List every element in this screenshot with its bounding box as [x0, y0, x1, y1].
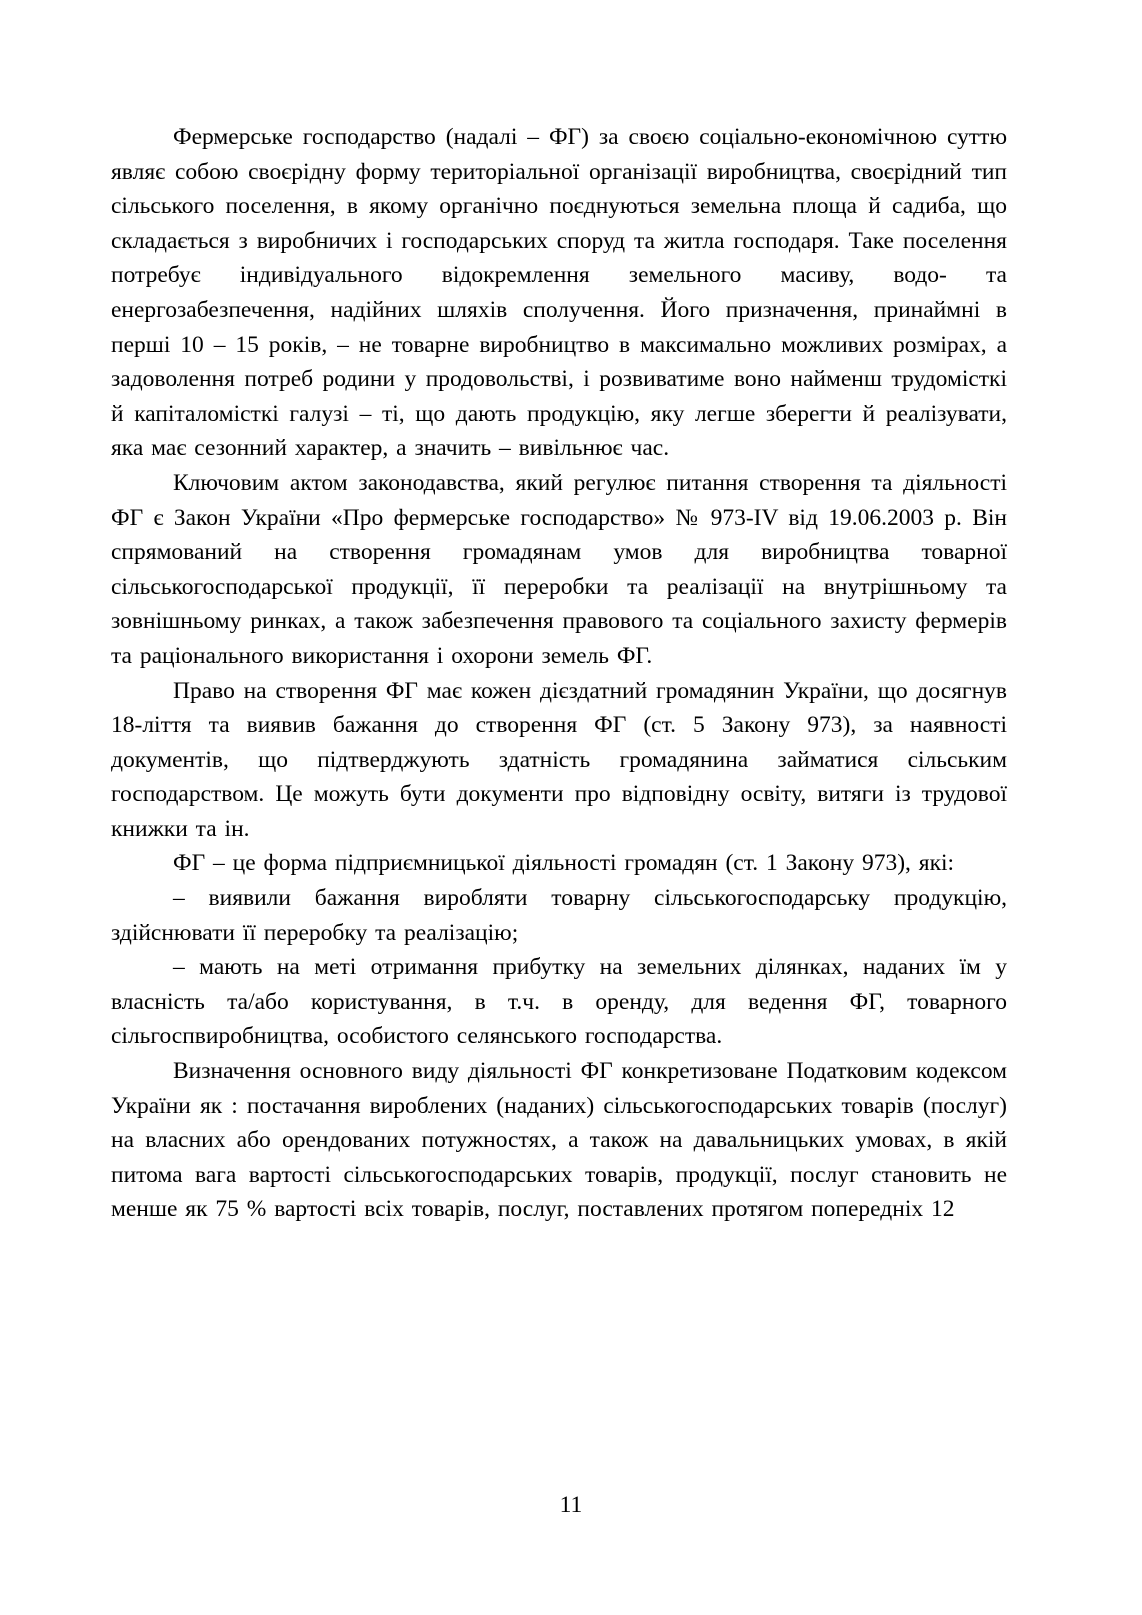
- paragraph-intro-fg-definition: Фермерське господарство (надалі – ФГ) за своєю соціально-економічною суттю являє собою своєрідну форму територіальної організації виробництва, своєрідний тип сільського поселення, в якому органічно поєднуються земельна площа й садиба, що складається з виробничих і господарських споруд та житла господаря. Таке поселення потребує індивідуального відокремлення земельного масиву, водо- та енергозабезпечення, надійних шляхів сполучення. Його призначення, принаймні в перші 10 – 15 років, – не товарне виробництво в максимально можливих розмірах, а задоволення потреб родини у продовольстві, і розвиватиме воно найменш трудомісткі й капіталомісткі галузі – ті, що дають продукцію, яку легше зберегти й реалізувати, яка має сезонний характер, а значить – вивільнює час.: [111, 124, 1007, 462]
- list-item-profit: – мають на меті отримання прибутку на земельних ділянках, наданих їм у власність та/або користування, в т.ч. в оренду, для ведення ФГ, товарного сільгоспвиробництва, особистого селянського господарства.: [111, 954, 1007, 1050]
- page-number: 11: [559, 1492, 583, 1518]
- paragraph-law-973: Ключовим актом законодавства, який регулює питання створення та діяльності ФГ є Закон України «Про фермерське господарство» № 973-IV від 19.06.2003 р. Він спрямований на створення громадянам умов для виробництва товарної сільськогосподарської продукції, її переробки та реалізації на внутрішньому та зовнішньому ринках, а також забезпечення правового та соціального захисту фермерів та раціонального використання і охорони земель ФГ.: [111, 469, 1007, 669]
- text-block: [111, 120, 1007, 1227]
- paragraph-tax-code-definition: Визначення основного виду діяльності ФГ конкретизоване Податковим кодексом України як : постачання вироблених (наданих) сільськогосподарських товарів (послуг) на власних або орендованих потужностях, а також на давальницьких умовах, в якій питома вага вартості сільськогосподарських товарів, продукції, послуг становить не менше як 75 % вартості всіх товарів, послуг, поставлених протягом попередніх 12: [111, 1058, 1007, 1223]
- paragraph-right-to-create: Право на створення ФГ має кожен дієздатний громадянин України, що досягнув 18-ліття та виявив бажання до створення ФГ (ст. 5 Закону 973), за наявності документів, що підтверджують здатність громадянина займатися сільським господарством. Це можуть бути документи про відповідну освіту, витяги із трудової книжки та ін.: [111, 677, 1007, 842]
- list-item-production: – виявили бажання виробляти товарну сільськогосподарську продукцію, здійснювати її переробку та реалізацію;: [111, 885, 1007, 946]
- paragraph-fg-form: ФГ – це форма підприємницької діяльності громадян (ст. 1 Закону 973), які:: [173, 850, 955, 877]
